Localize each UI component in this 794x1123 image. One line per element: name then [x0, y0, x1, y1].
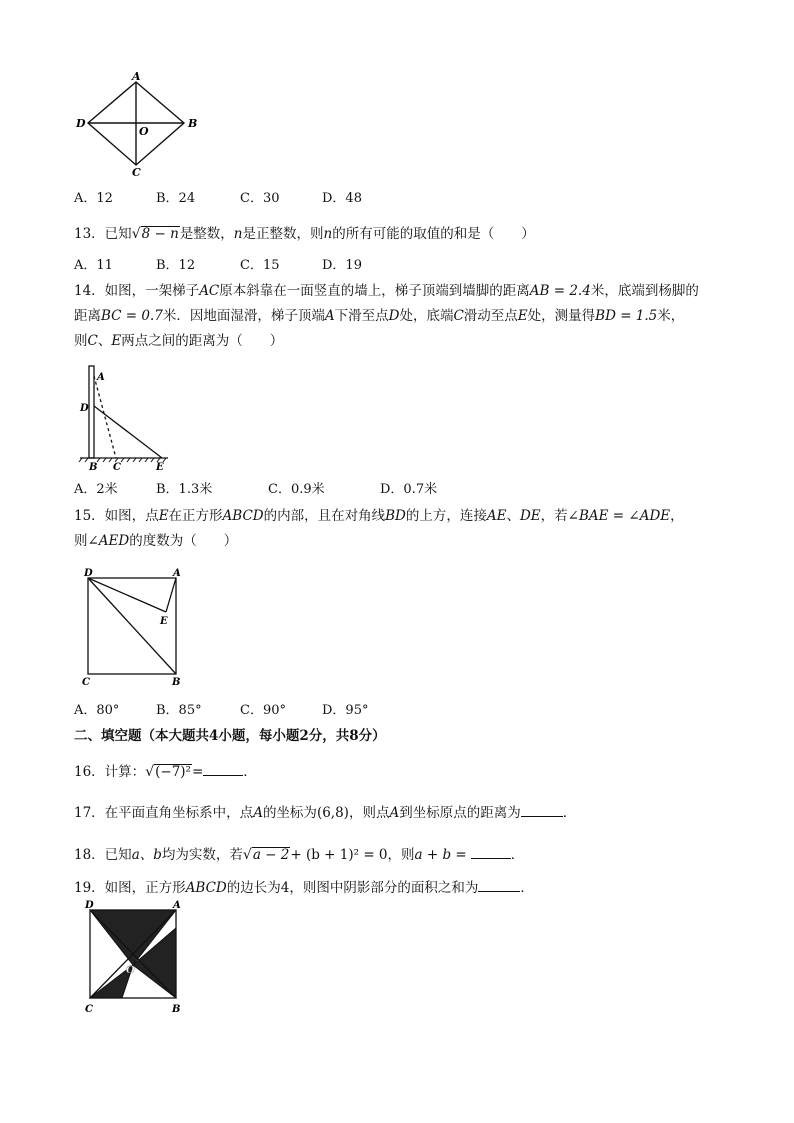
- q14-text: 14．如图，一架梯子: [74, 283, 200, 299]
- square-e-figure: [78, 566, 190, 688]
- q14-text: 处，底端: [399, 308, 454, 324]
- q14-option-d: D．0.7米: [380, 482, 438, 497]
- sqrt-sign: √: [131, 226, 141, 242]
- label-c: C: [132, 166, 141, 178]
- q14-text: 米．因地面湿滑，梯子顶端: [162, 308, 325, 324]
- q13-stem: [74, 225, 535, 243]
- label-a: A: [132, 70, 141, 83]
- q15-option-c: C．90°: [240, 703, 286, 718]
- q16-answer-blank[interactable]: [203, 762, 243, 776]
- q19-answer-blank[interactable]: [478, 878, 520, 892]
- shaded-square-figure: [80, 900, 190, 1018]
- q15-text: 15．如图，点: [74, 508, 159, 524]
- q13-option-c: C．15: [240, 258, 280, 273]
- q14-text: 、: [97, 333, 112, 349]
- q15-var: BD: [385, 508, 406, 524]
- q15-text: 的内部，且在对角线: [263, 508, 386, 524]
- label-o: O: [126, 965, 135, 976]
- q19-var: ABCD: [185, 880, 227, 896]
- q15-text: 的度数为（ ）: [129, 533, 238, 549]
- q18-text: 均为实数，若: [161, 847, 243, 863]
- label-a: A: [97, 372, 105, 383]
- q15-var: DE: [519, 508, 541, 524]
- q15-text: 的上方，连接: [405, 508, 487, 524]
- q14-var: D: [388, 308, 400, 324]
- segment-de: [88, 578, 166, 612]
- q15-var: E: [158, 508, 169, 524]
- ladder-figure: [72, 362, 182, 474]
- label-c: C: [82, 677, 90, 688]
- q19-text: 19．如图，正方形: [74, 880, 186, 896]
- q14-ac: AC: [199, 283, 220, 299]
- q16: [74, 762, 257, 781]
- label-c: C: [85, 1004, 93, 1015]
- label-a: A: [173, 568, 181, 579]
- q15-option-a: A．80°: [74, 703, 120, 718]
- q12-option-b: B．24: [156, 191, 196, 206]
- q14-bd: BD = 1.5: [595, 308, 658, 324]
- q17-var: A: [389, 805, 400, 821]
- q17-text: 17．在平面直角坐标系中，点: [74, 805, 254, 821]
- sqrt-sign: √: [242, 847, 252, 863]
- q14-text: 下滑至点: [334, 308, 389, 324]
- q15-var: AE: [486, 508, 507, 524]
- q17: [74, 803, 576, 822]
- q14-bc: BC = 0.7: [101, 308, 163, 324]
- q17-text: ，则点: [348, 805, 390, 821]
- q14-text: 则: [74, 333, 88, 349]
- label-b: B: [172, 677, 181, 688]
- q15-text: 则: [74, 533, 88, 549]
- q14-line-2: [74, 307, 684, 325]
- q19-text: ．: [520, 880, 534, 896]
- q17-text: 到坐标原点的距离为: [399, 805, 521, 821]
- q18-var: a + b =: [414, 847, 467, 863]
- q14-var: A: [324, 308, 335, 324]
- q17-text: 的坐标为: [262, 805, 317, 821]
- q13-text-3: 的所有可能的取值的和是（ ）: [332, 226, 535, 242]
- q15-line-1: [74, 507, 684, 525]
- label-b: B: [172, 1004, 181, 1015]
- q18-text: ．: [510, 847, 525, 863]
- q17-var: A: [253, 805, 263, 821]
- q14-text: 原本斜靠在一面竖直的墙上，梯子顶端到墙脚的距离: [219, 283, 530, 299]
- q15-option-b: B．85°: [156, 703, 202, 718]
- q14-ab: AB = 2.4: [529, 283, 591, 299]
- label-e: E: [160, 616, 168, 627]
- label-b: B: [89, 462, 98, 473]
- q14-text: 距离: [74, 308, 101, 324]
- q13-text-2: 是正整数，则: [242, 226, 324, 242]
- q14-text: 米，底端到杨脚的: [590, 283, 699, 299]
- q15-line-2: [74, 532, 237, 550]
- q14-line-1: [74, 282, 699, 300]
- q16-text: =: [191, 764, 204, 780]
- q14-option-b: B．1.3米: [156, 482, 213, 497]
- q13-option-b: B．12: [156, 258, 196, 273]
- label-d: D: [85, 900, 94, 911]
- q13-option-d: D．19: [322, 258, 362, 273]
- label-d: D: [84, 568, 93, 579]
- q14-var: E: [111, 333, 122, 349]
- q14-var: E: [517, 308, 528, 324]
- wall: [89, 366, 94, 458]
- segment-ae: [166, 578, 176, 612]
- label-b: B: [188, 117, 198, 130]
- q14-option-c: C．0.9米: [268, 482, 325, 497]
- q18-radicand: a − 2: [252, 847, 290, 863]
- q18: [74, 845, 524, 864]
- q17-text: ．: [562, 805, 577, 821]
- q14-var: C: [453, 308, 464, 324]
- q13-n2: n: [323, 226, 333, 242]
- q16-text: 16．计算：: [74, 764, 146, 780]
- rhombus-figure: [72, 70, 202, 178]
- label-a: A: [173, 900, 181, 911]
- q18-answer-blank[interactable]: [471, 845, 511, 859]
- q14-text: 两点之间的距离为（ ）: [121, 333, 284, 349]
- q18-var: a、b: [131, 847, 162, 863]
- q13-number: 13．已知: [74, 226, 132, 242]
- q12-option-a: A．12: [74, 191, 113, 206]
- q14-line-3: [74, 332, 283, 350]
- q19: [74, 878, 534, 897]
- q18-text: 18．已知: [74, 847, 132, 863]
- label-c: C: [113, 462, 121, 473]
- ladder-original: [94, 376, 116, 458]
- q14-text: 处，测量得: [527, 308, 596, 324]
- q15-text: ，: [670, 508, 684, 524]
- q14-text: 滑动至点: [463, 308, 518, 324]
- label-d: D: [76, 117, 86, 130]
- label-e: E: [156, 462, 164, 473]
- q15-var: ABCD: [222, 508, 264, 524]
- q16-text: ．: [243, 764, 257, 780]
- q15-text: ，若: [540, 508, 568, 524]
- q15-var: ∠BAE = ∠ADE: [567, 508, 671, 524]
- q18-text: + (b + 1)² = 0，则: [290, 847, 415, 863]
- q17-coord: (6,8): [316, 805, 349, 821]
- q15-var: ∠AED: [87, 533, 130, 549]
- q17-answer-blank[interactable]: [521, 803, 563, 817]
- q15-text: 在正方形: [168, 508, 223, 524]
- q13-text-1: 是整数，: [179, 226, 234, 242]
- q16-radicand: (−7)²: [155, 764, 191, 780]
- q13-radicand: 8 − n: [141, 226, 179, 242]
- section-heading: 二、填空题（本大题共4小题，每小题2分，共8分）: [74, 728, 386, 744]
- q15-option-d: D．95°: [322, 703, 369, 718]
- label-d: D: [80, 403, 89, 414]
- q14-var: C: [87, 333, 98, 349]
- q12-option-d: D．48: [322, 191, 362, 206]
- q13-n1: n: [233, 226, 243, 242]
- q14-option-a: A．2米: [74, 482, 118, 497]
- q19-text: 的边长为4，则图中阴影部分的面积之和为: [226, 880, 479, 896]
- sqrt-sign: √: [145, 764, 155, 780]
- ladder-slid: [94, 406, 162, 458]
- q14-text: 米，: [657, 308, 685, 324]
- q12-option-c: C．30: [240, 191, 280, 206]
- q15-text: 、: [506, 508, 520, 524]
- q13-option-a: A．11: [74, 258, 113, 273]
- label-o: O: [139, 125, 149, 138]
